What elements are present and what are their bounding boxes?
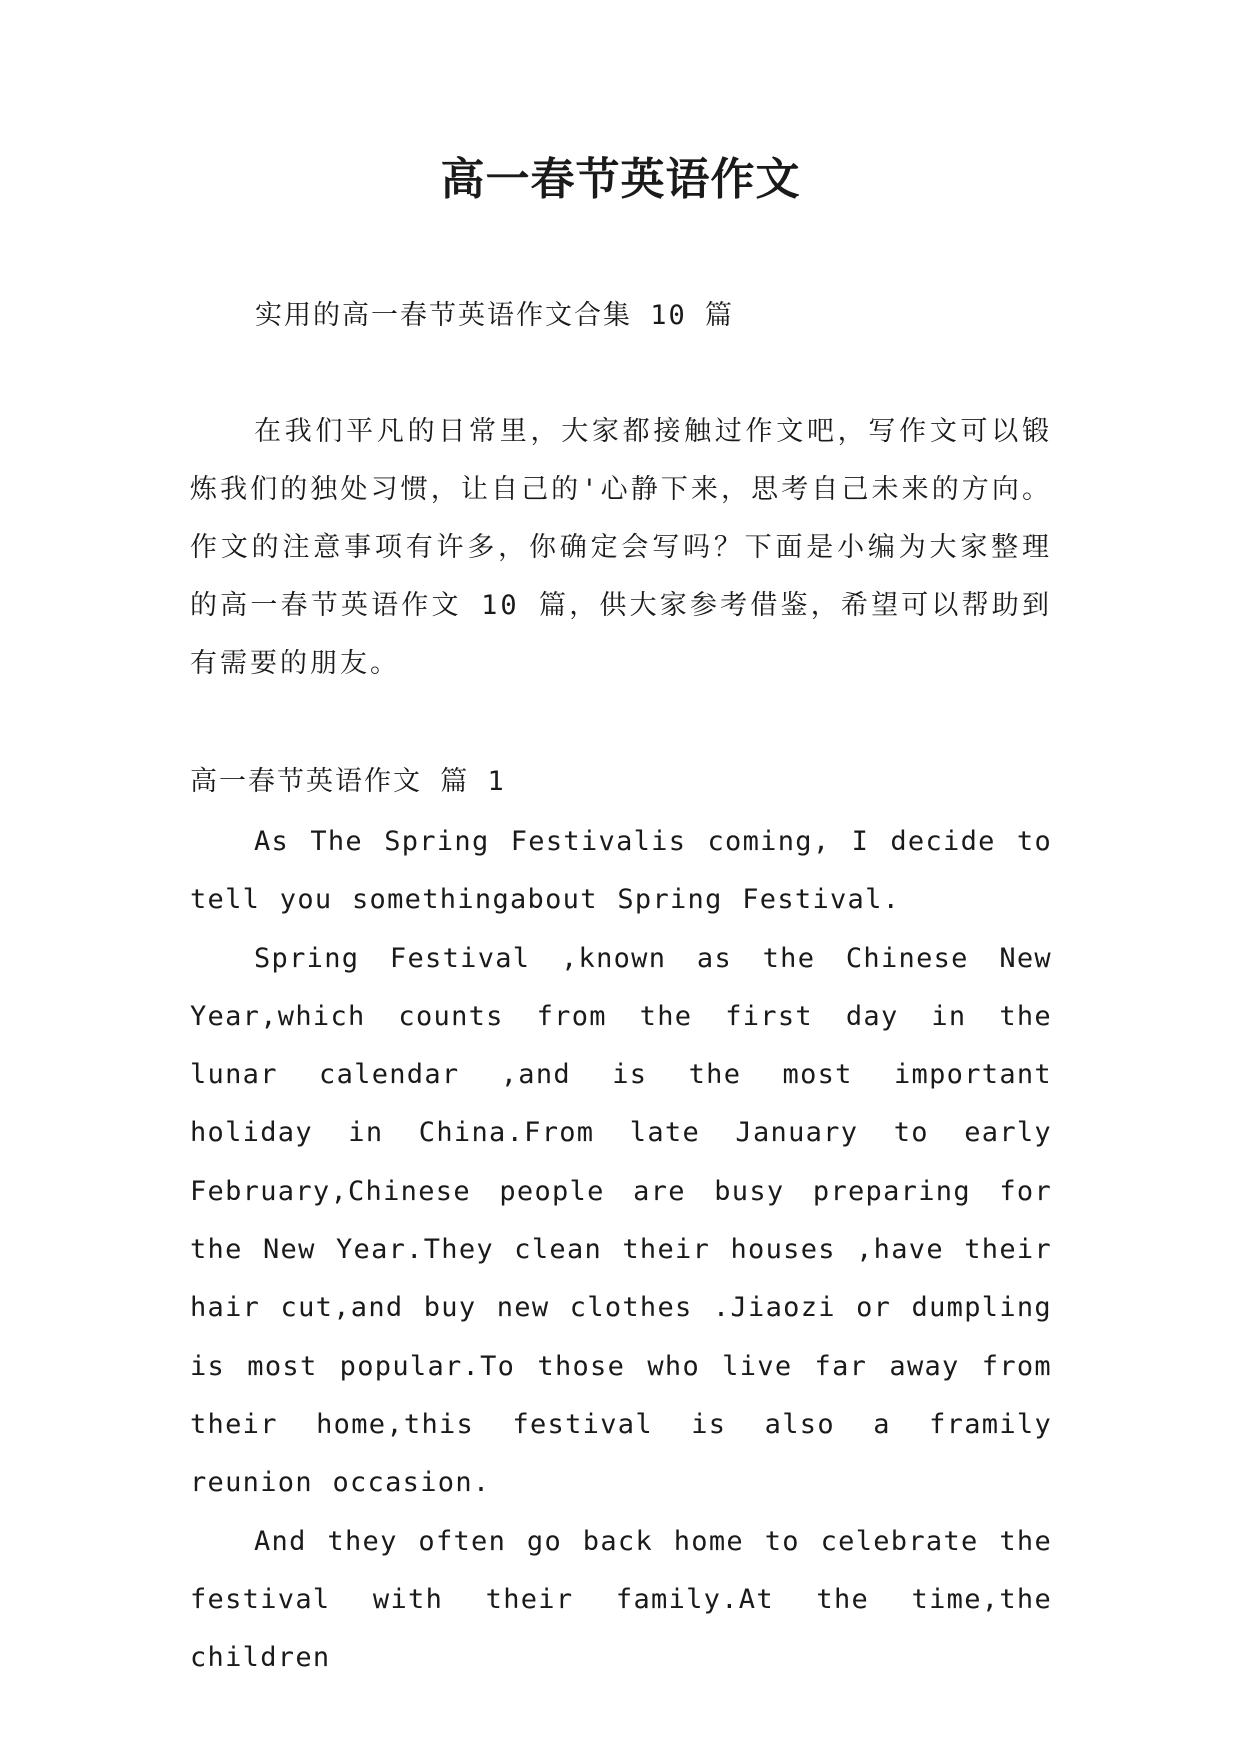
document-title: 高一春节英语作文 <box>440 154 801 205</box>
document-subtitle: 实用的高一春节英语作文合集 10 篇 <box>255 300 735 331</box>
essay-body <box>190 813 1052 1687</box>
section-heading: 高一春节英语作文 篇 1 <box>190 766 506 797</box>
intro-paragraph: 在我们平凡的日常里，大家都接触过作文吧，写作文可以锻炼我们的独处习惯，让自己的'心静下来，思考自己未来的方向。作文的注意事项有许多，你确定会写吗？下面是小编为大家整理的高一春节英语作文 10 篇，供大家参考借鉴，希望可以帮助到有需要的朋友。 <box>190 416 1052 679</box>
essay-paragraph-2: Spring Festival ,known as the Chinese New Year,which counts from the first day in the lunar calendar ,and is the most important holiday in China.From late January to early February,Chinese people are busy preparing for the New Year.They clean their houses ,have their hair cut,and buy new clothes .Jiaozi or dumpling is most popular.To those who live far away from their home,this festival is also a framily reunion occasion. <box>190 942 1052 1499</box>
essay-paragraph-1: As The Spring Festivalis coming, I decide to tell you somethingabout Spring Festival. <box>190 826 1052 916</box>
essay-paragraph-3: And they often go back home to celebrate the festival with their family.At the time,the children <box>190 1525 1052 1674</box>
